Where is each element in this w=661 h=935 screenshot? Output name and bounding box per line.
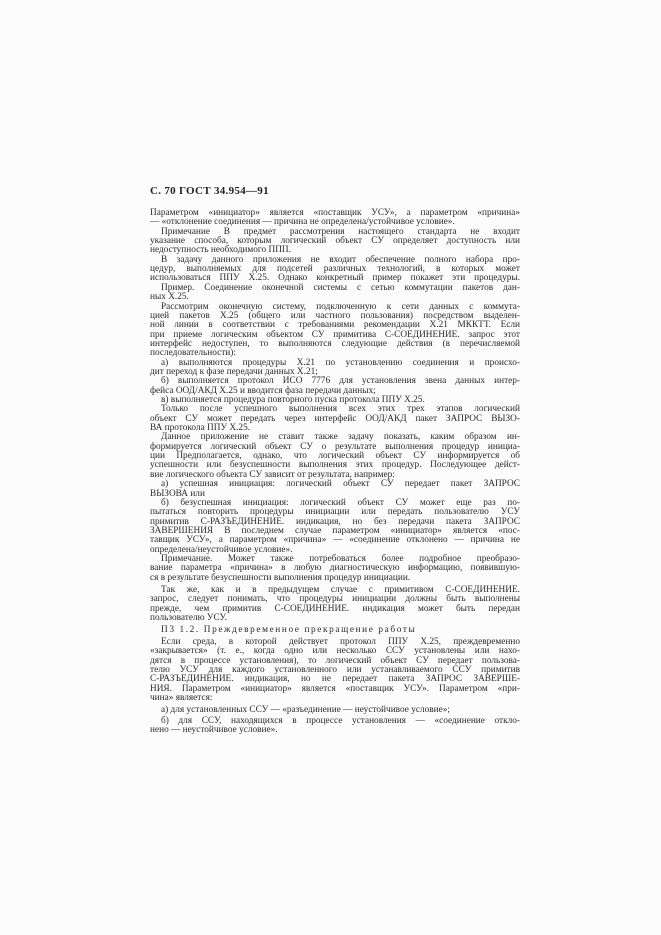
text-line: б) безуспешная инициация: логический объект СУ может еще раз по- — [161, 497, 520, 508]
text-line: пытаться повторить процедуры инициации или передать пользователю УСУ — [150, 507, 520, 518]
text-line: б) выполняется протокол ИСО 7776 для установления звена данных интер- — [161, 376, 520, 387]
text-line: успешности или безуспешности выполнения этих процедур. Последующее дейст- — [150, 460, 520, 471]
text-line: Рассмотрим оконечную систему, подключенную к сети данных с коммута- — [161, 301, 520, 312]
page-header: С. 70 ГОСТ 34.954—91 — [150, 185, 269, 197]
text-line: фейса ООД/АКД X.25 и вводится фаза передачи данных; — [150, 385, 376, 396]
text-line: ных X.25. — [150, 292, 189, 303]
text-line: С-РАЗЪЕДИНЕНИЕ. индикация, но не передает пакета ЗАПРОС ЗАВЕРШЕ- — [150, 674, 520, 685]
text-line: при приеме логическим объектом СУ примитива С-СОЕДИНЕНИЕ. запрос этот — [150, 329, 520, 340]
text-line: а) для установленных ССУ — «разъединение — неустойчивое условие»; — [161, 705, 450, 716]
text-line: тавщик УСУ», а параметром «причина» — «соединение отклонено — причина не — [150, 535, 520, 546]
text-line: вие логического объекта СУ зависит от результата, например: — [150, 469, 395, 480]
text-line: а) выполняются процедуры X.21 по установлению соединения и происхо- — [161, 357, 520, 368]
text-line: цедур, выполняемых для подсетей различных технологий, в которых может — [150, 264, 520, 275]
text-line: ной линии в соответствии с требованиями рекомендации X.21 МККТТ. Если — [150, 320, 520, 331]
text-line: Примечание. Может также потребоваться более подробное преобразо- — [161, 554, 520, 564]
text-line: ся в результате безуспешности выполнения процедур инициации. — [150, 572, 411, 583]
text-line: б) для ССУ, находящихся в процессе установления — «соединение откло- — [161, 715, 520, 726]
text-line: в) выполняется процедура повторного пуска протокола ППУ X.25. — [161, 395, 425, 405]
text-line: чина» является: — [150, 692, 213, 703]
text-line: дит переход к фазе передачи данных X.21; — [150, 366, 318, 377]
text-line: интерфейс недоступен, то выполняются следующие действия (в перечисляемой — [150, 338, 520, 349]
text-line: Пример. Соединение оконечной системы с сетью коммутации пакетов дан- — [161, 282, 520, 293]
text-line: ЗАВЕРШЕНИЯ В последнем случае параметром «инициатор» является «пос- — [150, 525, 520, 536]
text-line: Только после успешного выполнения всех этих трех этапов логический — [161, 404, 520, 415]
text-line: ВЫЗОВА или — [150, 488, 205, 499]
text-line: Если среда, в которой действует протокол ППУ X.25, преждевременно — [161, 636, 520, 647]
text-line: Так же, как и в предыдущем случае с примитивом С-СОЕДИНЕНИЕ. — [161, 585, 520, 595]
text-line: запрос, следует понимать, что процедуры инициации должны быть выполнены — [150, 594, 520, 605]
text-line: Параметром «инициатор» является «поставщик УСУ», а параметром «причина» — [150, 208, 520, 218]
text-line: телю УСУ для каждого установленного или устанавливаемого ССУ примитив — [150, 664, 520, 675]
text-line: указание способа, которым логический объект СУ определяет доступность или — [150, 236, 520, 247]
text-line: ВА протокола ППУ X.25. — [150, 423, 251, 433]
text-line: вание параметра «причина» в любую диагностическую информацию, появившую- — [150, 563, 520, 574]
text-line: примитив С-РАЗЪЕДИНЕНИЕ. индикация, но без передачи пакета ЗАПРОС — [150, 516, 520, 527]
text-line: НИЯ. Параметром «инициатор» является «поставщик УСУ». Параметром «при- — [150, 683, 520, 694]
text-line: В задачу данного приложения не входит обеспечение полного набора про- — [161, 254, 520, 265]
text-line: последовательности): — [150, 348, 236, 359]
text-line: объект СУ может передать через интерфейс ООД/АКД пакет ЗАПРОС ВЫЗО- — [150, 413, 520, 424]
text-line: прежде, чем примитив С-СОЕДИНЕНИЕ. индикация может быть передан — [150, 603, 520, 614]
text-line: — «отклонение соединения — причина не определена/устойчивое условие». — [150, 217, 455, 228]
text-line: пользователю УСУ. — [150, 613, 227, 623]
text-line: нено — неустойчивое условие». — [150, 724, 278, 735]
text-line: а) успешная инициация: логический объект СУ передает пакет ЗАПРОС — [161, 479, 520, 490]
text-line: использоваться ППУ X.25. Однако конкретный пример покажет эти процедуры. — [150, 273, 520, 284]
text-line: цией пакетов X.25 (общего или частного пользования) посредством выделен- — [150, 310, 520, 321]
text-line: Данное приложение не ставит также задачу показать, каким образом ин- — [161, 432, 520, 443]
text-line: «закрывается» (т. е., когда одно или несколько ССУ установлены или нахо- — [150, 646, 520, 657]
text-line: дятся в процессе установления), то логический объект СУ передает пользова- — [150, 655, 520, 666]
section-heading: П3 1.2. Преждевременное прекращение работы — [161, 625, 417, 636]
text-line: определена/неустойчивое условие». — [150, 544, 293, 555]
text-line: формируется логический объект СУ о результате выполнения процедур инициа- — [150, 441, 520, 452]
text-line: ции Предполагается, однако, что логический объект СУ информируется об — [150, 451, 520, 462]
text-line: недоступность необходимого ППП. — [150, 245, 291, 256]
text-line: Примечание В предмет рассмотрения настоящего стандарта не входит — [161, 226, 520, 237]
